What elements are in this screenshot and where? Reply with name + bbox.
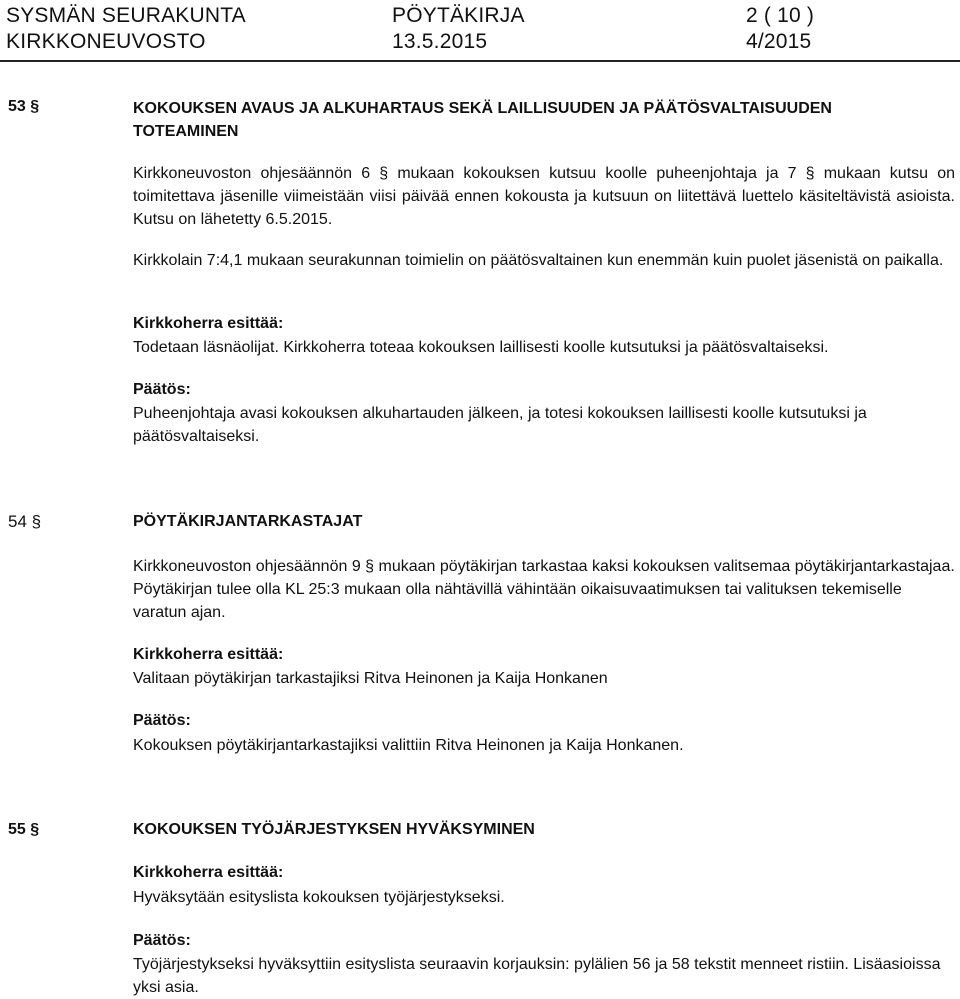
section-53-number: 53 § xyxy=(8,98,40,115)
section-55-number: 55 § xyxy=(8,821,40,838)
section-53-paragraph-1: Kirkkoneuvoston ohjesäännön 6 § mukaan kokouksen kutsuu koolle puheenjohtaja ja 7 § mukaan kutsu on toimitettava jäsenille viimeistään viisi päivää ennen kokousta ja kutsuun on liitettävä luettelo käsiteltävistä asioista. Kutsu on lähetetty 6.5.2015. xyxy=(133,165,955,228)
section-55-decision-text: Työjärjestykseksi hyväksyttiin esityslista seuraavin korjauksin: pylälien 56 ja 58 tekstit menneet ristiin. Lisäasioissa yksi asia. xyxy=(133,956,941,996)
section-54-title: PÖYTÄKIRJANTARKASTAJAT xyxy=(133,513,363,530)
section-53-title: KOKOUKSEN AVAUS JA ALKUHARTAUS SEKÄ LAILLISUUDEN JA PÄÄTÖSVALTAISUUDEN TOTEAMINEN xyxy=(133,100,832,140)
section-53-paragraph-2: Kirkkolain 7:4,1 mukaan seurakunnan toimielin on päätösvaltainen kun enemmän kuin puolet jäsenistä on paikalla. xyxy=(133,252,944,269)
section-54-proposal-text: Valitaan pöytäkirjan tarkastajiksi Ritva Heinonen ja Kaija Honkanen xyxy=(133,670,608,687)
section-54-decision-label: Päätös: xyxy=(133,712,191,729)
header-body: KIRKKONEUVOSTO xyxy=(6,30,206,53)
section-55-proposal-text: Hyväksytään esityslista kokouksen työjärjestykseksi. xyxy=(133,889,505,906)
section-55-title: KOKOUKSEN TYÖJÄRJESTYKSEN HYVÄKSYMINEN xyxy=(133,821,535,838)
header-page-number: 2 ( 10 ) xyxy=(746,4,815,27)
section-53-proposal-text: Todetaan läsnäolijat. Kirkkoherra toteaa kokouksen laillisesti koolle kutsutuksi ja päätösvaltaiseksi. xyxy=(133,339,829,356)
section-55-proposal-label: Kirkkoherra esittää: xyxy=(133,864,284,881)
header-meeting-number: 4/2015 xyxy=(746,30,812,53)
section-55-decision-label: Päätös: xyxy=(133,932,191,949)
section-53-decision-text: Puheenjohtaja avasi kokouksen alkuhartauden jälkeen, ja totesi kokouksen laillisesti koolle kutsutuksi ja päätösvaltaiseksi. xyxy=(133,405,867,445)
section-53-decision-label: Päätös: xyxy=(133,381,191,398)
header-organization: SYSMÄN SEURAKUNTA xyxy=(6,4,246,27)
section-53-proposal-label: Kirkkoherra esittää: xyxy=(133,315,284,332)
header-document-type: PÖYTÄKIRJA xyxy=(392,4,525,27)
section-54-number: 54 § xyxy=(8,512,42,531)
section-54-proposal-label: Kirkkoherra esittää: xyxy=(133,646,284,663)
section-54-decision-text: Kokouksen pöytäkirjantarkastajiksi valittiin Ritva Heinonen ja Kaija Honkanen. xyxy=(133,737,684,754)
section-54-paragraph-1: Kirkkoneuvoston ohjesäännön 9 § mukaan pöytäkirjan tarkastaa kaksi kokouksen valitsemaa pöytäkirjantarkastajaa. Pöytäkirjan tulee olla KL 25:3 mukaan olla nähtävillä vähintään oikaisuvaatimuksen tai valituksen tekemiselle varatun ajan. xyxy=(133,558,955,621)
header-date: 13.5.2015 xyxy=(392,30,488,53)
header-divider xyxy=(0,60,960,62)
